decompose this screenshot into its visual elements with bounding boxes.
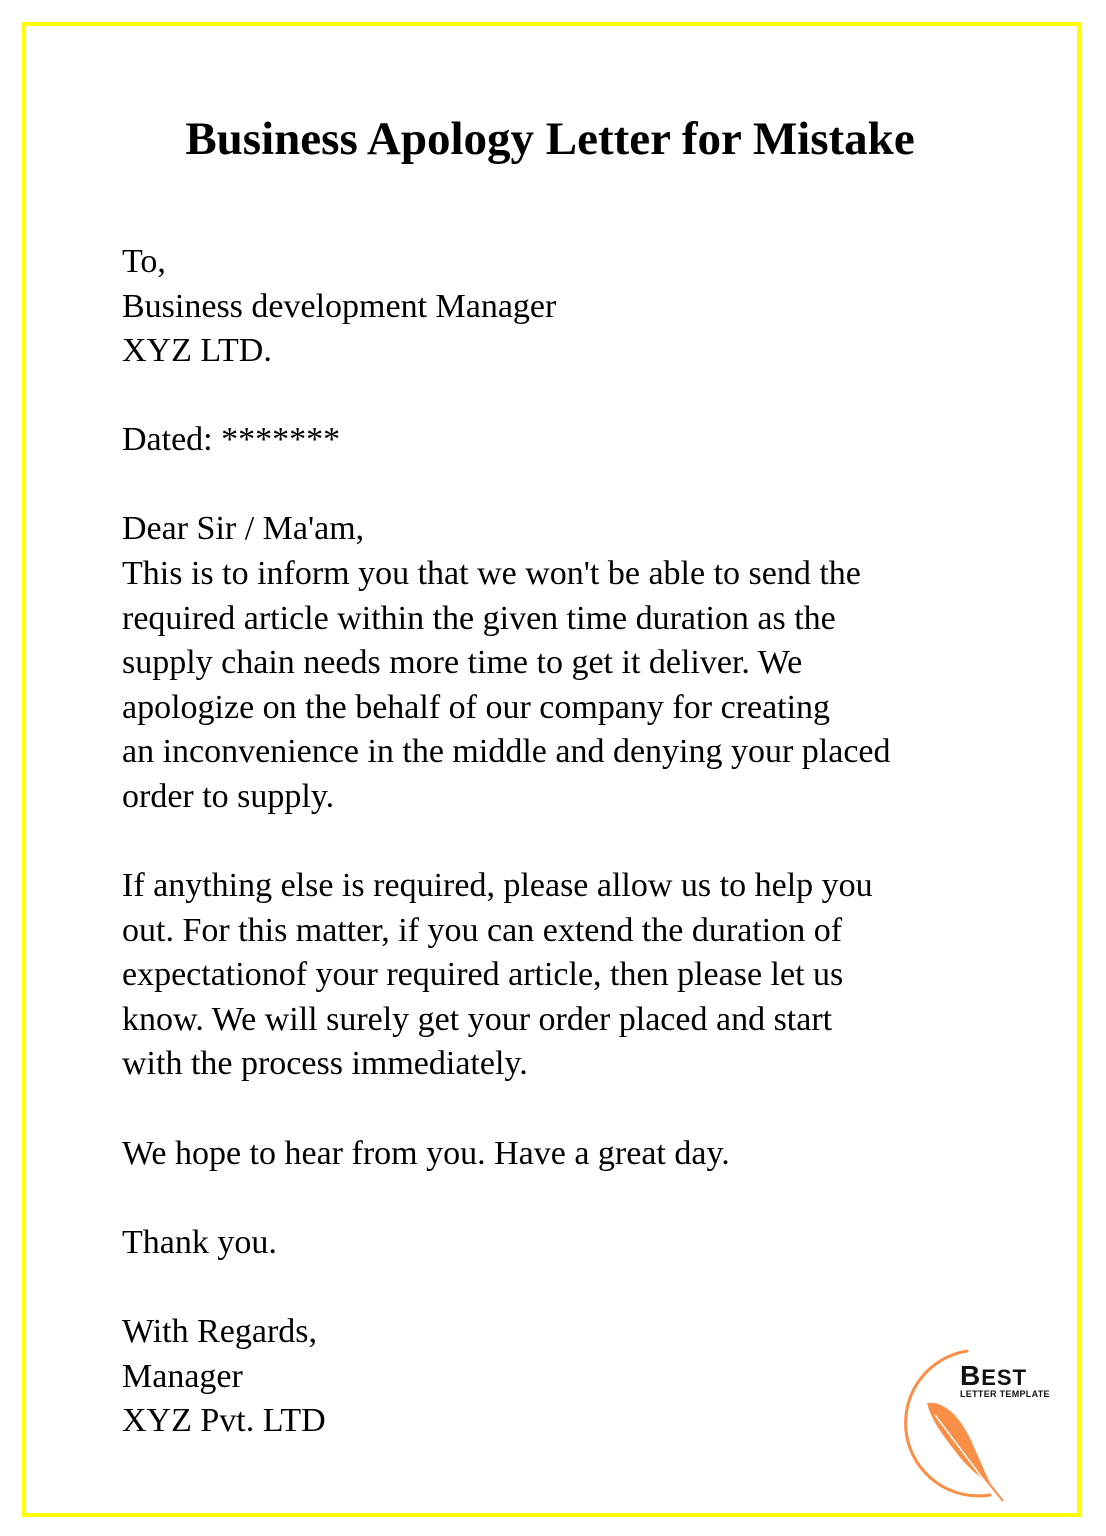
paragraph-2-line: expectationof your required article, then please let us	[122, 956, 844, 993]
signer-company: XYZ Pvt. LTD	[122, 1402, 326, 1439]
greeting: Dear Sir / Ma'am,	[122, 510, 365, 547]
paragraph-1-line: order to supply.	[122, 777, 335, 815]
paragraph-1-line: required article within the given time duration as the	[122, 599, 836, 637]
recipient-company: XYZ LTD.	[122, 332, 272, 369]
recipient-block	[122, 240, 556, 374]
closing-line: We hope to hear from you. Have a great day.	[122, 1135, 730, 1172]
thanks-line: Thank you.	[122, 1224, 277, 1261]
paragraph-2	[122, 864, 873, 1087]
to-label: To,	[122, 243, 166, 280]
recipient-designation: Business development Manager	[122, 287, 557, 325]
paragraph-1-line: supply chain needs more time to get it deliver. We	[122, 644, 803, 681]
paragraph-2-line: out. For this matter, if you can extend the duration of	[122, 911, 843, 949]
paragraph-1-line: an inconvenience in the middle and denying your placed	[122, 733, 891, 770]
logo-subtitle: LETTER TEMPLATE	[960, 1389, 1050, 1399]
regards: With Regards,	[122, 1313, 318, 1350]
paragraph-2-line: If anything else is required, please allow us to help you	[122, 867, 873, 904]
paragraph-2-line: with the process immediately.	[122, 1045, 528, 1082]
paragraph-1	[122, 552, 891, 819]
paragraph-2-line: know. We will surely get your order placed and start	[122, 1000, 833, 1038]
paragraph-1-line: apologize on the behalf of our company for creating	[122, 688, 831, 726]
logo-best-text: BEST	[960, 1360, 1028, 1391]
letter-title: Business Apology Letter for Mistake	[185, 113, 915, 165]
signer-title: Manager	[122, 1357, 243, 1395]
best-letter-template-logo	[895, 1345, 1055, 1515]
signature-block	[122, 1310, 326, 1444]
paragraph-1-line: This is to inform you that we won't be able to send the	[122, 555, 861, 592]
date-line: Dated: *******	[122, 421, 341, 458]
